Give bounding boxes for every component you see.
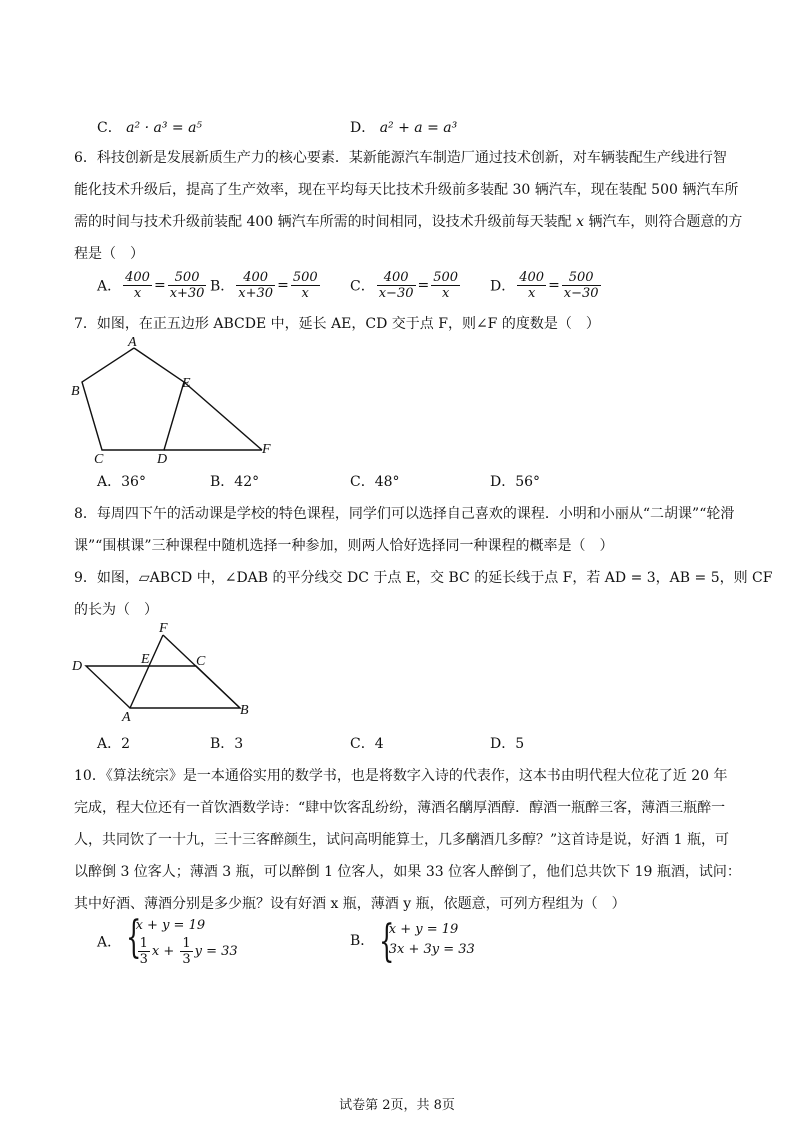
- right-fraction: [562, 270, 601, 301]
- denominator: x+30: [169, 286, 205, 301]
- option-label: D．: [490, 474, 516, 490]
- q6-text-line4: 程是（ ）: [74, 246, 144, 262]
- q9-parallelogram-figure: [64, 618, 274, 728]
- q9-text-line1: 9．如图，▱ABCD 中，∠DAB 的平分线交 DC 于点 E，交 BC 的延长线于点 F，若 AD = 3，AB = 5，则 CF: [74, 570, 773, 586]
- equation-2-rhs: = 33: [206, 944, 238, 959]
- q9-option-b: [210, 733, 243, 753]
- q7-text: 7．如图，在正五边形 ABCDE 中，延长 AE，CD 交于点 F，则∠F 的度数是（ ）: [74, 316, 600, 332]
- q6-option-a: [97, 270, 208, 301]
- q7-option-a: [97, 471, 146, 491]
- q7-option-c: [350, 471, 400, 491]
- q10-text-line5: 其中好酒、薄酒分别是多少瓶？设有好酒 x 瓶，薄酒 y 瓶，依题意，可列方程组为（ ）: [74, 896, 626, 912]
- coef-den: 3: [182, 952, 191, 967]
- option-label: A．: [97, 934, 122, 951]
- q10-text-line1: 10．《算法统宗》是一本通俗实用的数学书，也是将数字入诗的代表作，这本书由明代程大位花了近 20 年: [74, 768, 728, 784]
- numerator: 500: [433, 270, 459, 285]
- coef-den: 3: [139, 952, 148, 967]
- q9-option-d: [490, 733, 524, 753]
- label-f: F: [262, 442, 271, 457]
- option-value: 4: [374, 736, 384, 752]
- q6-variable: x: [576, 214, 584, 230]
- denominator: x: [527, 286, 536, 301]
- numerator: 400: [377, 270, 416, 286]
- brace-icon: {: [378, 916, 395, 967]
- denominator: x−30: [563, 286, 599, 301]
- bisector-af: [130, 635, 163, 708]
- extension-bf: [163, 635, 240, 708]
- equation-system: [125, 912, 238, 967]
- option-value: 42°: [234, 474, 260, 490]
- option-label: A．: [97, 278, 122, 295]
- option-label: C．: [350, 474, 375, 490]
- right-fraction: [168, 270, 207, 301]
- q10-text-line3: 人，共同饮了一十九，三十三客醉颜生，试问高明能算士，几多醨酒几多醇？”这首诗是说，好酒 1 瓶，可: [74, 832, 729, 848]
- option-value: 3: [234, 736, 244, 752]
- denominator: x: [133, 286, 142, 301]
- option-label: B．: [210, 736, 235, 752]
- option-value: 48°: [374, 474, 400, 490]
- left-fraction: [236, 270, 275, 301]
- extension-ef: [184, 382, 262, 450]
- option-expression: a² + a = a³: [379, 120, 458, 136]
- option-label: D．: [490, 736, 516, 752]
- option-label: A．: [97, 474, 122, 490]
- option-value: 2: [121, 736, 131, 752]
- left-fraction: [377, 270, 416, 301]
- q7-pentagon-figure: [64, 332, 284, 467]
- q7-option-d: [490, 471, 540, 491]
- option-label: C．: [350, 278, 375, 295]
- label-b: B: [71, 384, 80, 399]
- q10-text-line2: 完成，程大位还有一首饮酒数学诗：“肆中饮客乱纷纷，薄酒名醨厚酒醇．醇酒一瓶醉三客，薄酒三瓶醉一: [74, 800, 726, 816]
- denominator: x−30: [378, 286, 414, 301]
- label-c: C: [196, 654, 206, 669]
- equation-system: [378, 916, 475, 967]
- option-expression: a² · a³ = a⁵: [126, 120, 203, 136]
- option-label: A．: [97, 736, 122, 752]
- numerator: 400: [236, 270, 275, 286]
- label-b: B: [240, 703, 249, 718]
- option-value: 5: [515, 736, 525, 752]
- pentagon-abcde: [82, 348, 184, 450]
- equation-2: $\frac{1}{3}$ x + $\frac{1}{3}$ y = 33: [139, 936, 238, 967]
- q6-option-b: [210, 270, 322, 301]
- left-fraction: [517, 270, 546, 301]
- right-fraction: [291, 270, 320, 301]
- option-label: B．: [350, 933, 375, 949]
- q10-option-b: [350, 916, 475, 967]
- q8-text-line2: 课”“围棋课”三种课程中随机选择一种参加，则两人恰好选择同一种课程的概率是（ ）: [74, 538, 614, 554]
- q5-option-c: [97, 117, 202, 137]
- equation-1: x + y = 19: [135, 918, 206, 933]
- option-label: C．: [350, 736, 375, 752]
- option-label: B．: [210, 278, 235, 295]
- q6-text-line3: [74, 212, 742, 232]
- q6-text-line1: 6．科技创新是发展新质生产力的核心要素．某新能源汽车制造厂通过技术创新，对车辆装配生产线进行智: [74, 150, 727, 166]
- numerator: 400: [125, 270, 150, 285]
- numerator: 400: [519, 270, 545, 285]
- label-e: E: [141, 652, 150, 667]
- q6-text-line3-part2: 辆汽车，则符合题意的方: [588, 214, 743, 230]
- label-d: D: [157, 452, 168, 467]
- equals-sign: =: [417, 277, 430, 294]
- denominator: x: [441, 286, 450, 301]
- q9-option-c: [350, 733, 384, 753]
- label-a: A: [128, 335, 137, 350]
- label-a: A: [122, 710, 131, 725]
- q10-option-a: [97, 912, 238, 967]
- q5-option-d: [350, 117, 457, 137]
- option-value: 36°: [121, 474, 146, 490]
- coef-num: 1: [139, 936, 148, 951]
- denominator: x: [301, 286, 309, 301]
- page-footer: 试卷第 2页，共 8页: [339, 1098, 455, 1113]
- q9-option-a: [97, 733, 130, 753]
- option-label: C．: [97, 120, 122, 136]
- q6-option-d: [490, 270, 603, 301]
- numerator: 500: [292, 270, 318, 285]
- numerator: 500: [562, 270, 601, 286]
- equals-sign: =: [548, 277, 560, 294]
- label-f: F: [159, 621, 168, 636]
- q8-text-line1: 8．每周四下午的活动课是学校的特色课程，同学们可以选择自己喜欢的课程．小明和小丽从“二胡课”“轮滑: [74, 506, 735, 522]
- equation-1: x + y = 19: [388, 922, 459, 937]
- option-label: B．: [210, 474, 235, 490]
- option-label: D．: [350, 120, 376, 136]
- option-value: 56°: [515, 474, 541, 490]
- q9-text-line2: 的长为（ ）: [74, 602, 158, 618]
- q10-text-line4: 以醉倒 3 位客人；薄酒 3 瓶，可以醉倒 1 位客人，如果 33 位客人醉倒了，他们总共饮下 19 瓶酒，试问：: [74, 864, 741, 880]
- right-fraction: [431, 270, 460, 301]
- equals-sign: =: [153, 277, 166, 294]
- option-label: D．: [490, 278, 516, 295]
- label-c: C: [94, 452, 104, 467]
- label-e: E: [182, 376, 191, 391]
- left-fraction: [123, 270, 152, 301]
- equals-sign: =: [277, 277, 289, 294]
- q7-option-b: [210, 471, 259, 491]
- numerator: 500: [168, 270, 207, 286]
- denominator: x+30: [238, 286, 274, 301]
- label-d: D: [72, 659, 83, 674]
- brace-icon: {: [125, 912, 141, 963]
- q6-text-line2: 能化技术升级后，提高了生产效率，现在平均每天比技术升级前多装配 30 辆汽车，现在装配 500 辆汽车所: [74, 182, 739, 198]
- q6-text-line3-part1: 需的时间与技术升级前装配 400 辆汽车所需的时间相同，设技术升级前每天装配: [74, 214, 572, 230]
- q6-option-c: [350, 270, 462, 301]
- coef-num: 1: [182, 936, 191, 951]
- equation-2: 3x + 3y = 33: [388, 942, 475, 957]
